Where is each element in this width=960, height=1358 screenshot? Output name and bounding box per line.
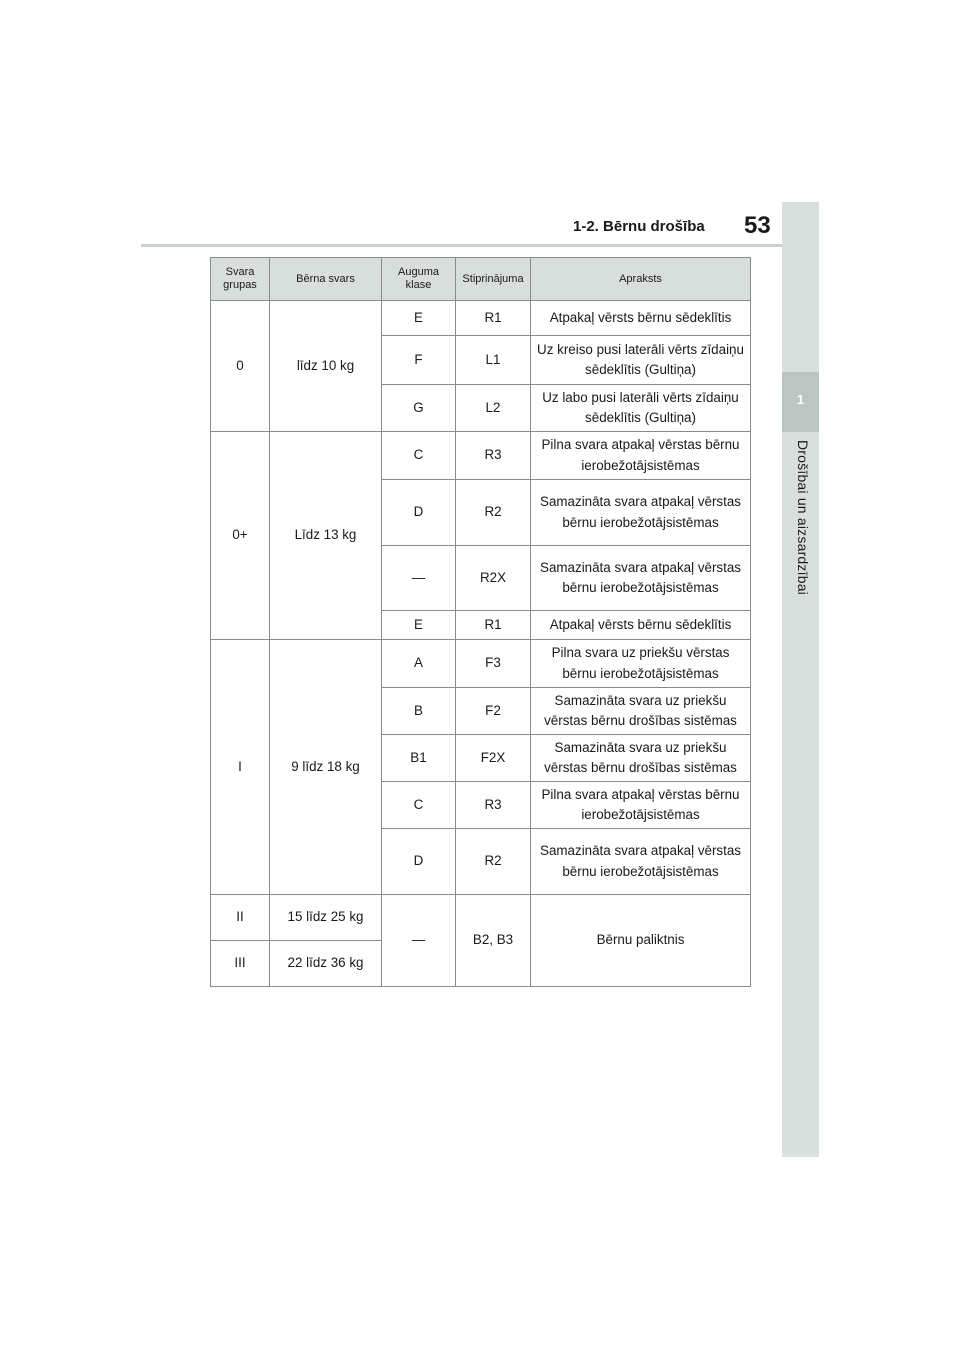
weight-group-cell: 0+: [211, 432, 270, 640]
fixture-cell: B2, B3: [456, 895, 531, 987]
column-header-size-class: Auguma klase: [382, 258, 456, 301]
description-cell: Samazināta svara uz priekšu vērstas bērnu drošības sistēmas: [531, 688, 751, 735]
fixture-cell: R2: [456, 480, 531, 546]
size-class-cell: —: [382, 546, 456, 611]
child-weight-cell: 22 līdz 36 kg: [270, 941, 382, 987]
weight-group-cell: III: [211, 941, 270, 987]
size-class-cell: D: [382, 829, 456, 895]
child-weight-cell: līdz 10 kg: [270, 301, 382, 432]
chapter-number: 1: [796, 392, 805, 407]
description-cell: Pilna svara atpakaļ vērstas bērnu ierobežotājsistēmas: [531, 782, 751, 829]
header-divider: [141, 244, 782, 247]
description-cell: Samazināta svara atpakaļ vērstas bērnu ierobežotājsistēmas: [531, 546, 751, 611]
description-cell: Pilna svara atpakaļ vērstas bērnu ierobežotājsistēmas: [531, 432, 751, 480]
child-seat-size-table: [210, 257, 751, 987]
size-class-cell: F: [382, 336, 456, 385]
size-class-cell: C: [382, 432, 456, 480]
child-weight-cell: 9 līdz 18 kg: [270, 640, 382, 895]
fixture-cell: R2: [456, 829, 531, 895]
size-class-cell: —: [382, 895, 456, 987]
size-class-cell: A: [382, 640, 456, 688]
description-cell: Atpakaļ vērsts bērnu sēdeklītis: [531, 301, 751, 336]
fixture-cell: L1: [456, 336, 531, 385]
fixture-cell: R3: [456, 432, 531, 480]
table-row: [211, 432, 751, 480]
column-header-fixture: Stiprinājuma: [456, 258, 531, 301]
section-title: 1-2. Bērnu drošība: [573, 218, 705, 235]
fixture-cell: F2: [456, 688, 531, 735]
description-cell: Samazināta svara uz priekšu vērstas bērnu drošības sistēmas: [531, 735, 751, 782]
fixture-cell: R1: [456, 301, 531, 336]
description-cell: Uz kreiso pusi laterāli vērts zīdaiņu sēdeklītis (Gultiņa): [531, 336, 751, 385]
size-class-cell: D: [382, 480, 456, 546]
weight-group-cell: I: [211, 640, 270, 895]
size-class-cell: G: [382, 385, 456, 432]
column-header-child-weight: Bērna svars: [270, 258, 382, 301]
size-class-cell: B1: [382, 735, 456, 782]
weight-group-cell: 0: [211, 301, 270, 432]
size-class-cell: E: [382, 611, 456, 640]
column-header-description: Apraksts: [531, 258, 751, 301]
fixture-cell: L2: [456, 385, 531, 432]
fixture-cell: R3: [456, 782, 531, 829]
child-weight-cell: 15 līdz 25 kg: [270, 895, 382, 941]
fixture-cell: F2X: [456, 735, 531, 782]
fixture-cell: F3: [456, 640, 531, 688]
description-cell: Bērnu paliktnis: [531, 895, 751, 987]
table-header-row: [211, 258, 751, 301]
description-cell: Samazināta svara atpakaļ vērstas bērnu ierobežotājsistēmas: [531, 829, 751, 895]
fixture-cell: R2X: [456, 546, 531, 611]
child-weight-cell: Līdz 13 kg: [270, 432, 382, 640]
size-class-cell: E: [382, 301, 456, 336]
description-cell: Uz labo pusi laterāli vērts zīdaiņu sēdeklītis (Gultiņa): [531, 385, 751, 432]
description-cell: Pilna svara uz priekšu vērstas bērnu ierobežotājsistēmas: [531, 640, 751, 688]
table-row: [211, 301, 751, 336]
size-class-cell: C: [382, 782, 456, 829]
page-number: 53: [744, 212, 771, 239]
fixture-cell: R1: [456, 611, 531, 640]
size-class-cell: B: [382, 688, 456, 735]
description-cell: Atpakaļ vērsts bērnu sēdeklītis: [531, 611, 751, 640]
table-row: [211, 895, 751, 941]
chapter-label: Drošībai un aizsardzībai: [795, 440, 811, 595]
table-row: [211, 640, 751, 688]
weight-group-cell: II: [211, 895, 270, 941]
column-header-weight-group: Svara grupas: [211, 258, 270, 301]
description-cell: Samazināta svara atpakaļ vērstas bērnu ierobežotājsistēmas: [531, 480, 751, 546]
